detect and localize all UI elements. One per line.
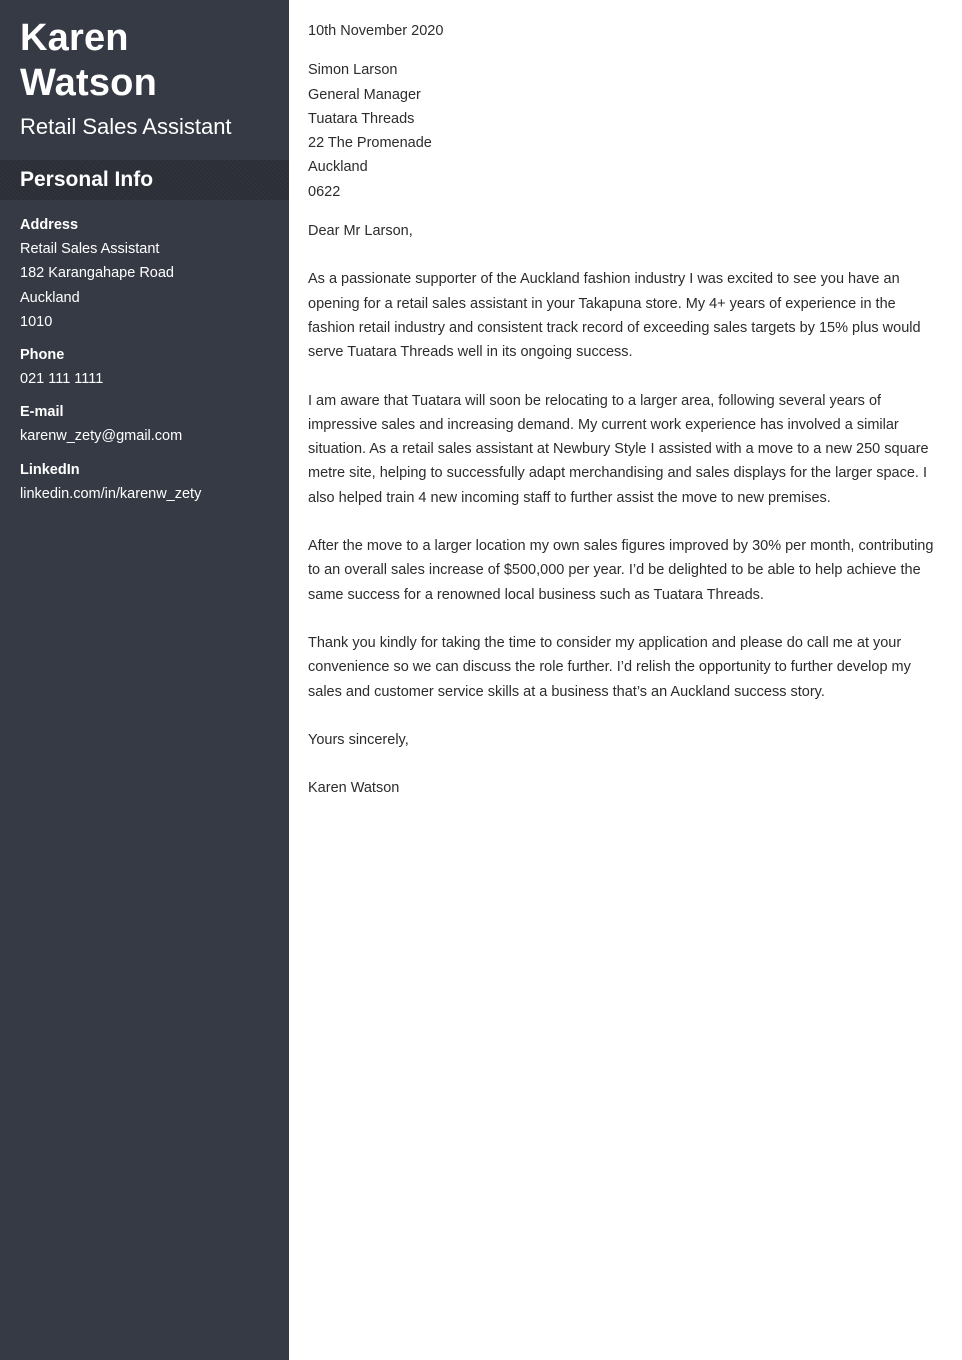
address-label: Address (20, 217, 79, 233)
letter-paragraph: Thank you kindly for taking the time to consider my application and please do call me at your convenience so we can discuss the role further. I’d relish the opportunity to further develop my sales and customer service skills at a business that’s an Auckland success story. (308, 634, 911, 700)
email-label: E-mail (20, 404, 64, 421)
applicant-first-name: Karen (20, 17, 129, 59)
recipient-block (308, 58, 938, 204)
signature: Karen Watson (308, 780, 400, 797)
recipient-line: General Manager (308, 86, 421, 103)
personal-info-header (0, 160, 289, 200)
letter-body (289, 0, 962, 1360)
letter-paragraph: After the move to a larger location my own sales figures improved by 30% per month, contributing to an overall sales increase of $500,000 per year. I’d be delighted to be able to help achieve the same success for a renowned local business such as Tuatara Threads. (308, 538, 934, 603)
recipient-line: Simon Larson (308, 62, 398, 79)
applicant-name (20, 16, 269, 106)
letter-paragraph: I am aware that Tuatara will soon be relocating to a larger area, following several years of impressive sales and increasing demand. My current work experience has involved a similar situation. As a retail sales assistant at Newbury Style I assisted with a move to a new 250 square metre site, helping to successfully adapt merchandising and sales displays for the larger space. I also helped train 4 new incoming staff to further assist the move to new premises. (308, 392, 929, 506)
job-title: Retail Sales Assistant (20, 114, 232, 139)
name-block (0, 0, 289, 160)
recipient-line: 22 The Promenade (308, 135, 432, 152)
linkedin-label: LinkedIn (20, 461, 80, 478)
linkedin-group (20, 458, 269, 506)
greeting: Dear Mr Larson, (308, 223, 413, 240)
address-line: Retail Sales Assistant (20, 241, 160, 257)
letter-date: 10th November 2020 (308, 23, 444, 39)
linkedin-value: linkedin.com/in/karenw_zety (20, 485, 202, 502)
personal-info-title: Personal Info (20, 168, 154, 191)
address-line: 182 Karangahape Road (20, 265, 174, 282)
recipient-line: 0622 (308, 183, 341, 200)
address-line: 1010 (20, 313, 53, 330)
applicant-last-name: Watson (20, 62, 158, 104)
sidebar (0, 0, 289, 1360)
address-group (20, 213, 269, 334)
phone-value: 021 111 1111 (20, 371, 104, 388)
address-line: Auckland (20, 289, 80, 306)
letter-paragraph: As a passionate supporter of the Auckland fashion industry I was excited to see you have an opening for a retail sales assistant in your Takapuna store. My 4+ years of experience in the fashion retail industry and consistent track record of exceeding sales targets by 15% plus would serve Tuatara Threads well in its ongoing success. (308, 271, 921, 361)
email-group (20, 400, 269, 448)
phone-group (20, 343, 269, 391)
closing: Yours sincerely, (308, 731, 409, 748)
recipient-line: Auckland (308, 159, 368, 176)
phone-label: Phone (20, 347, 65, 364)
email-value: karenw_zety@gmail.com (20, 428, 183, 445)
personal-info (0, 200, 289, 506)
recipient-line: Tuatara Threads (308, 110, 415, 127)
